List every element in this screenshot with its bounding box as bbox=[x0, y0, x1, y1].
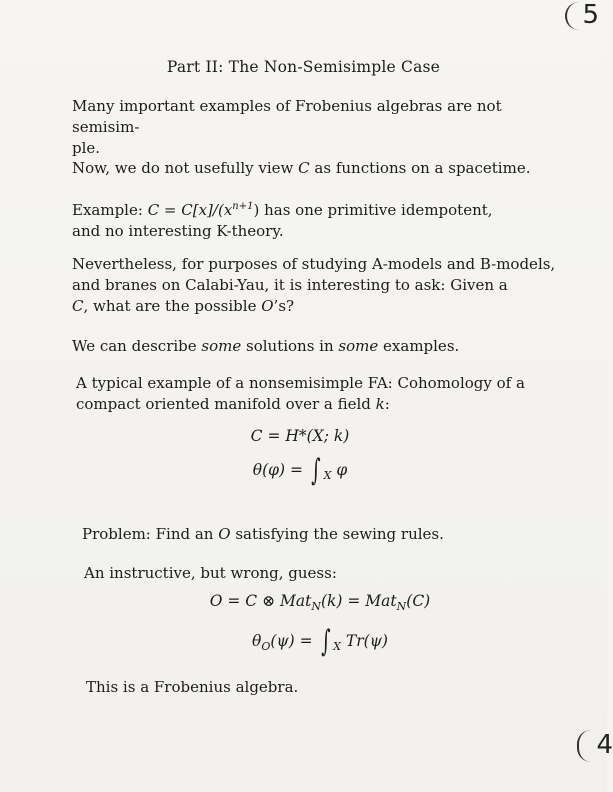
eq2-subscript: X bbox=[323, 469, 332, 483]
paragraph-7 bbox=[82, 524, 582, 545]
equation-matrix-algebra bbox=[180, 592, 460, 613]
p5-text-a: We can describe bbox=[72, 337, 202, 355]
paragraph-4 bbox=[72, 254, 572, 317]
paragraph-8: An instructive, but wrong, guess: bbox=[84, 564, 337, 582]
paragraph-2 bbox=[72, 158, 572, 179]
p6-line1: A typical example of a nonsemisimple FA: Cohomology of a bbox=[76, 374, 525, 392]
p4-text-d: ’s? bbox=[273, 297, 295, 315]
p3-superscript: n+1 bbox=[232, 201, 254, 212]
page-number-mark-bottom-paren bbox=[577, 730, 593, 762]
p5-some-2: some bbox=[338, 337, 379, 355]
p5-some-1: some bbox=[201, 337, 242, 355]
p3-math: C = C[x]/(x bbox=[147, 201, 233, 219]
page-number-mark-top-paren bbox=[565, 2, 581, 30]
p6-line2-b: : bbox=[384, 395, 390, 413]
eq3-sub2: N bbox=[396, 600, 407, 614]
p1-line1: Many important examples of Frobenius algebras are not semisim- bbox=[72, 97, 502, 136]
p5-text-b: solutions in bbox=[241, 337, 339, 355]
eq4-subscript: O bbox=[261, 640, 271, 654]
p3-text-a: Example: bbox=[72, 201, 148, 219]
p7-symbol-o: O bbox=[218, 525, 231, 543]
p2-symbol-c: C bbox=[298, 159, 310, 177]
p4-text-b: , what are the possible bbox=[83, 297, 262, 315]
p5-text-c: examples. bbox=[378, 337, 460, 355]
equation-cohomology: C = H*(X; k) bbox=[250, 427, 350, 445]
p2-text-a: Now, we do not usefully view bbox=[72, 159, 299, 177]
paragraph-6 bbox=[76, 373, 576, 415]
p7-text-a: Problem: Find an bbox=[82, 525, 219, 543]
eq3-sub1: N bbox=[311, 600, 321, 614]
eq2-rhs: φ bbox=[331, 461, 348, 479]
p7-text-b: satisfying the sewing rules. bbox=[230, 525, 444, 543]
eq4-theta: θ bbox=[252, 632, 262, 650]
paragraph-1 bbox=[72, 96, 572, 159]
p3-text-b: has one primitive idempotent, bbox=[259, 201, 493, 219]
eq4-mid: (ψ) = bbox=[270, 632, 318, 650]
p4-symbol-o: O bbox=[261, 297, 274, 315]
integral-sign-icon: ∫ bbox=[320, 624, 331, 659]
p1-line2: ple. bbox=[72, 139, 101, 157]
eq4-int-subscript: X bbox=[333, 640, 341, 654]
p4-line2: and branes on Calabi-Yau, it is interesting to ask: Given a bbox=[72, 276, 508, 294]
eq2-lhs: θ(φ) = bbox=[252, 461, 308, 479]
p3-close: ) bbox=[253, 201, 260, 219]
eq3-mid: (k) = Mat bbox=[320, 592, 397, 610]
p6-line2-a: compact oriented manifold over a field bbox=[76, 395, 376, 413]
page-title: Part II: The Non-Semisimple Case bbox=[166, 58, 441, 76]
p4-symbol-c: C bbox=[72, 297, 84, 315]
p6-field-k: k bbox=[375, 395, 385, 413]
equation-trace-integral bbox=[200, 453, 400, 488]
paragraph-5 bbox=[72, 336, 572, 357]
equation-trace-form bbox=[200, 624, 440, 659]
p3-line2: and no interesting K-theory. bbox=[72, 222, 284, 240]
p4-line1: Nevertheless, for purposes of studying A-models and B-models, bbox=[72, 255, 556, 273]
integral-sign-icon: ∫ bbox=[311, 453, 321, 488]
eq3-end: (C) bbox=[406, 592, 431, 610]
page-number-mark-top: 5 bbox=[582, 0, 599, 30]
paragraph-9: This is a Frobenius algebra. bbox=[86, 678, 299, 696]
p2-text-b: as functions on a spacetime. bbox=[309, 159, 531, 177]
eq4-rhs: Tr(ψ) bbox=[341, 632, 388, 650]
page-number-mark-bottom: 4 bbox=[596, 730, 613, 760]
eq3-a: O = C ⊗ Mat bbox=[209, 592, 312, 610]
paragraph-3 bbox=[72, 196, 572, 242]
